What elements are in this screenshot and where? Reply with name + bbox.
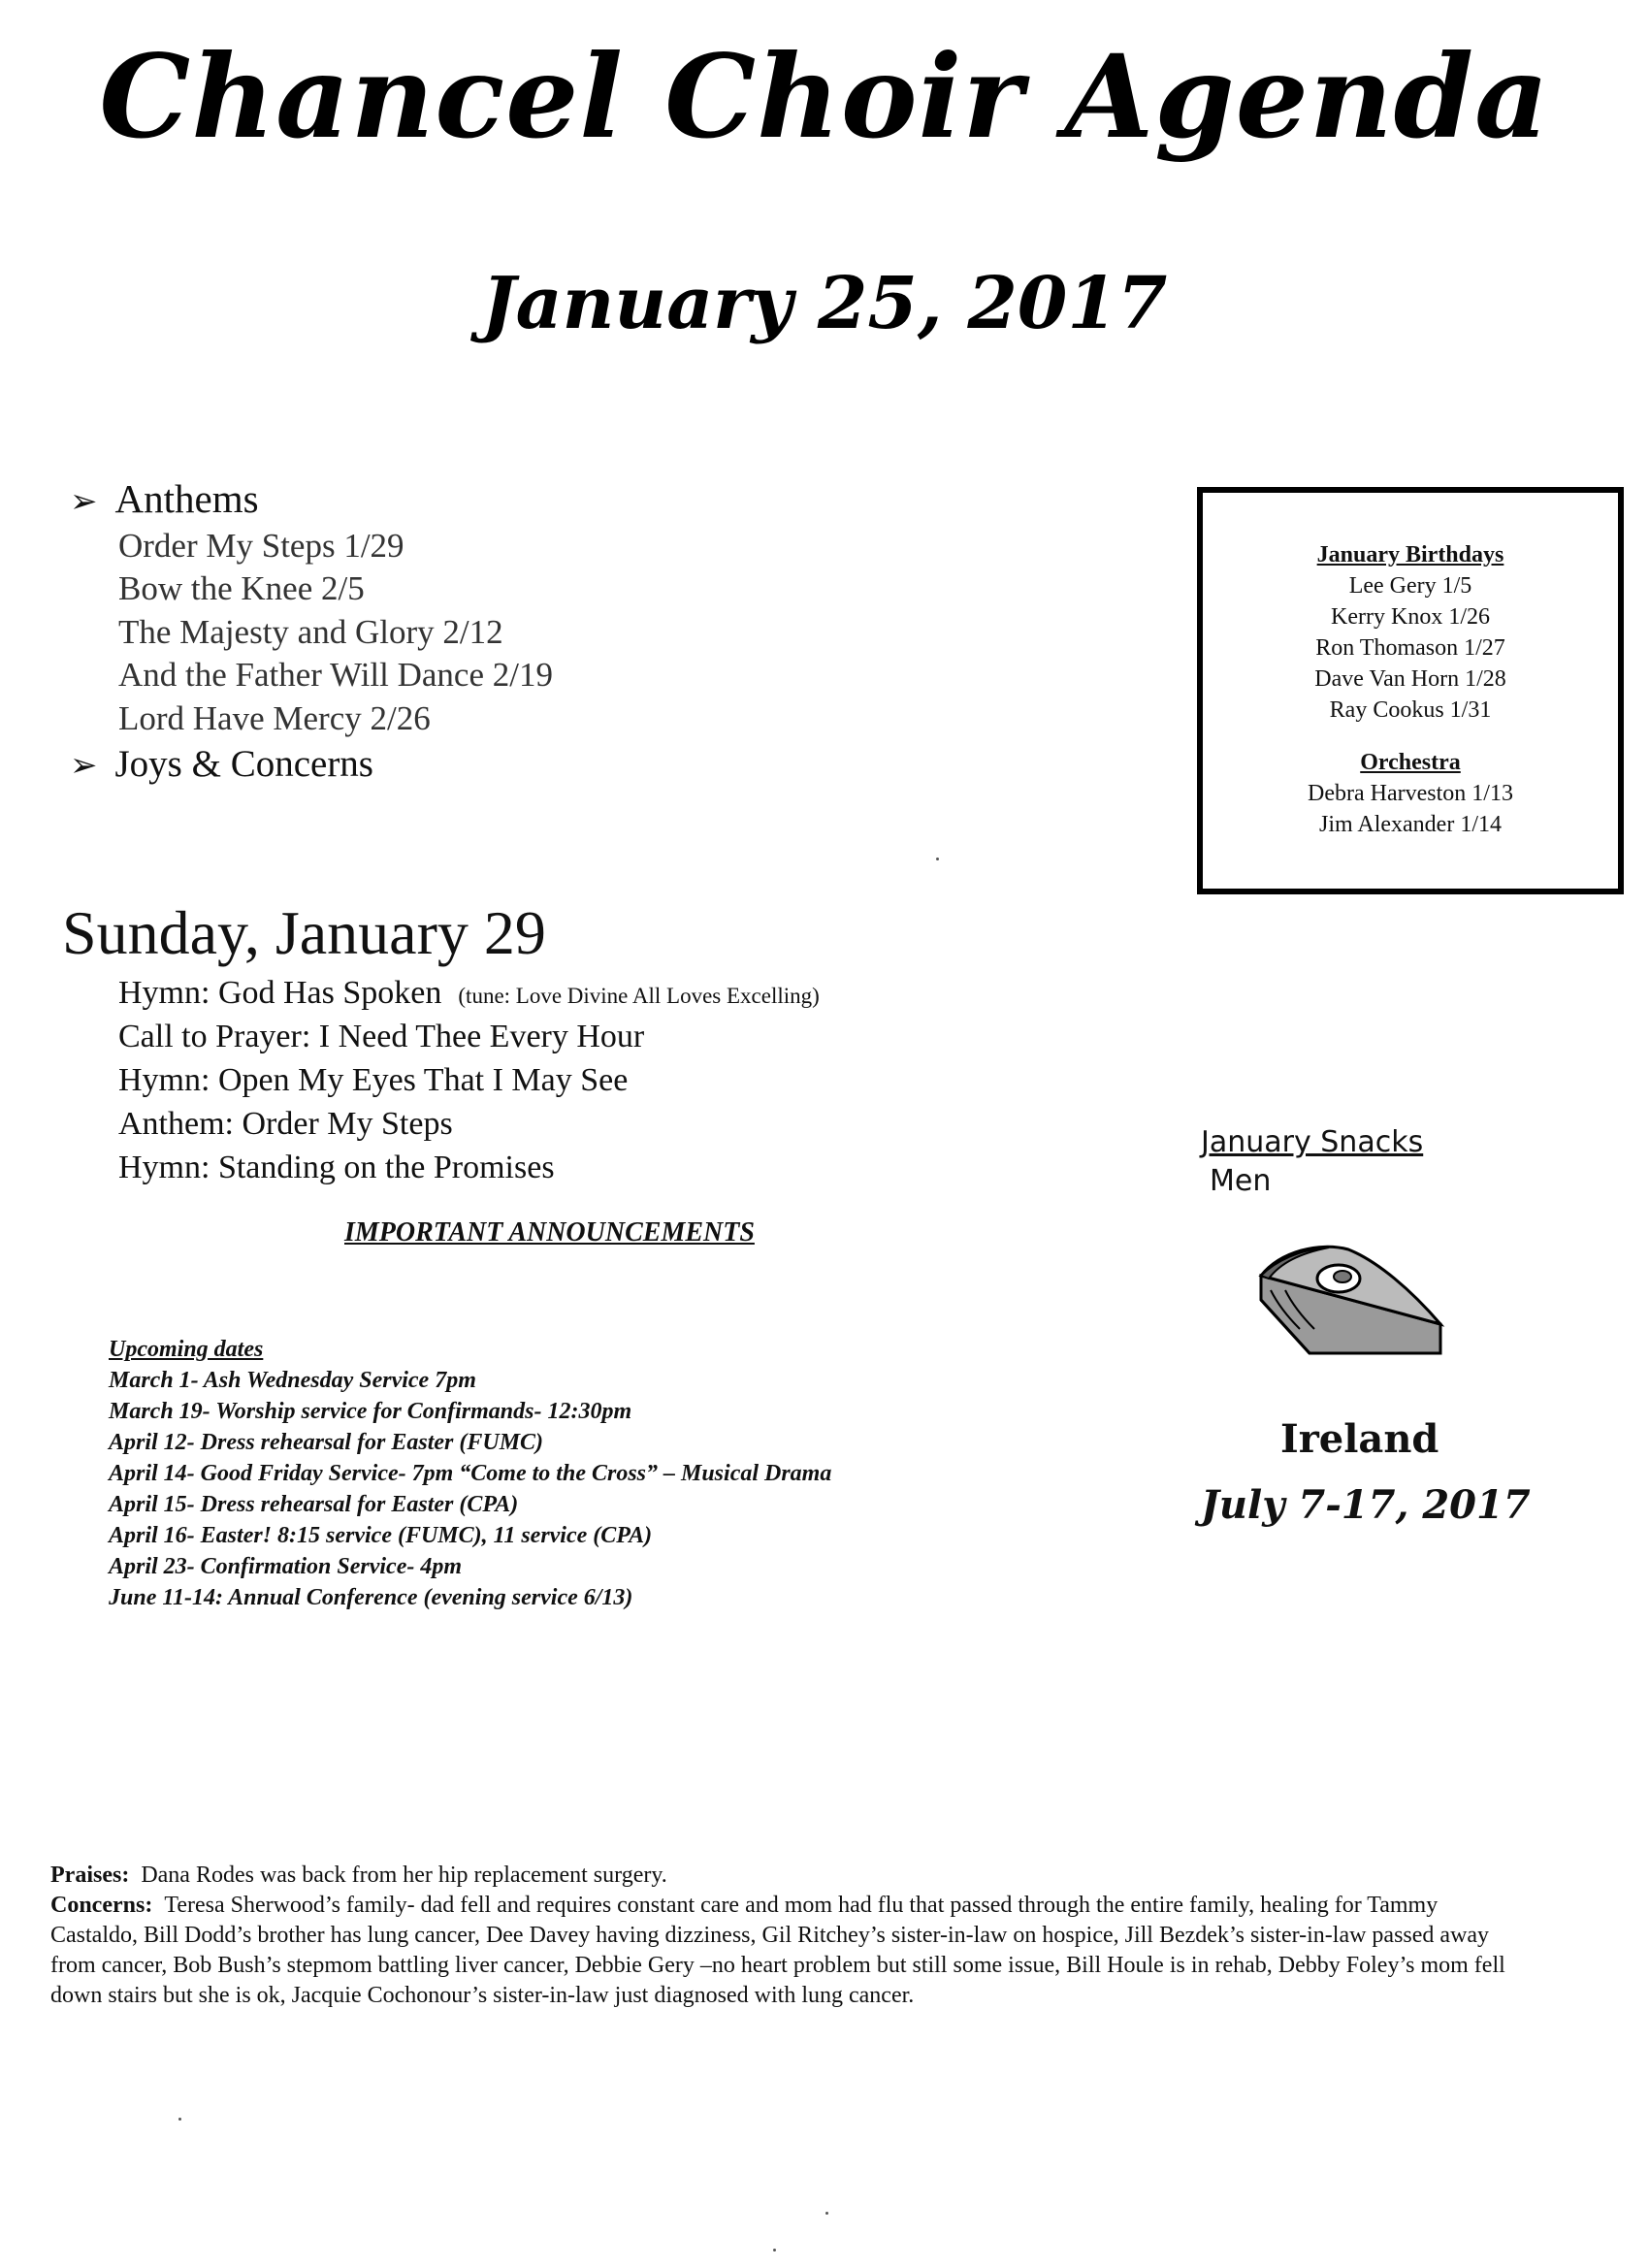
birthday-item: Kerry Knox 1/26 — [1331, 604, 1490, 630]
birthday-item: Dave Van Horn 1/28 — [1314, 666, 1506, 692]
orchestra-title: Orchestra — [1360, 750, 1461, 775]
hymn-1-text: Hymn: God Has Spoken — [118, 975, 442, 1011]
praises-concerns — [50, 1861, 1515, 2011]
trip-place: Ireland — [1280, 1416, 1439, 1462]
upcoming-date-item: March 1- Ash Wednesday Service 7pm — [109, 1368, 476, 1393]
upcoming-date-item: April 12- Dress rehearsal for Easter (FUMC) — [109, 1430, 544, 1455]
pie-slice-icon — [1242, 1232, 1455, 1377]
birthdays-title: January Birthdays — [1316, 542, 1504, 567]
arrow-bullet-icon: ➢ — [70, 748, 98, 784]
orchestra-item: Debra Harveston 1/13 — [1308, 781, 1513, 806]
service-hymn-3: Hymn: Standing on the Promises — [118, 1150, 555, 1185]
anthem-item: The Majesty and Glory 2/12 — [118, 613, 503, 651]
concerns-text: Teresa Sherwood’s family- dad fell and requires constant care and mom had flu that passed through the entire family, healing for Tammy Castaldo, Bill Dodd’s brother has lung cancer, Dee Davey having dizziness, Gil Ritchey’s sister-in-law on hospice, Jill Bezdek’s sister-in-law passed away from cancer, Bob Bush’s stepmom battling liver cancer, Debbie Gery –no heart problem but still some issue, Bill Houle is in rehab, Debby Foley’s mom fell down stairs but she is ok, Jacquie Cochonour’s sister-in-law just diagnosed with lung cancer. — [50, 1893, 1505, 2008]
praises-text: Dana Rodes was back from her hip replacement surgery. — [141, 1863, 667, 1888]
page-title: Chancel Choir Agenda — [99, 29, 1550, 164]
joys-heading — [70, 742, 373, 786]
anthem-item: And the Father Will Dance 2/19 — [118, 656, 553, 694]
scan-speck — [178, 2118, 181, 2121]
anthem-item: Bow the Knee 2/5 — [118, 569, 365, 607]
upcoming-date-item: June 11-14: Annual Conference (evening service 6/13) — [109, 1585, 633, 1610]
service-hymn-1 — [118, 975, 820, 1012]
birthday-item: Ray Cookus 1/31 — [1329, 697, 1492, 723]
announcements-title: IMPORTANT ANNOUNCEMENTS — [344, 1217, 755, 1247]
birthdays-box — [1197, 487, 1624, 894]
scan-speck — [773, 2249, 776, 2252]
anthem-item: Order My Steps 1/29 — [118, 527, 404, 565]
concerns-line — [50, 1891, 1515, 2011]
birthday-item: Lee Gery 1/5 — [1348, 573, 1472, 599]
anthems-label: Anthems — [114, 476, 259, 521]
upcoming-date-item: March 19- Worship service for Confirmands- 12:30pm — [109, 1399, 632, 1424]
service-anthem: Anthem: Order My Steps — [118, 1106, 453, 1142]
upcoming-date-item: April 16- Easter! 8:15 service (FUMC), 11 service (CPA) — [109, 1523, 653, 1548]
praises-line — [50, 1861, 1515, 1891]
arrow-bullet-icon: ➢ — [70, 484, 98, 520]
joys-label: Joys & Concerns — [114, 743, 373, 785]
anthem-item: Lord Have Mercy 2/26 — [118, 699, 431, 737]
agenda-date: January 25, 2017 — [481, 262, 1168, 345]
snacks-assignee: Men — [1210, 1164, 1272, 1198]
trip-dates: July 7-17, 2017 — [1201, 1482, 1531, 1528]
service-call-to-prayer: Call to Prayer: I Need Thee Every Hour — [118, 1019, 645, 1054]
upcoming-dates-label: Upcoming dates — [109, 1337, 264, 1362]
upcoming-date-item: April 15- Dress rehearsal for Easter (CPA) — [109, 1492, 519, 1517]
scan-speck — [825, 2212, 828, 2215]
upcoming-date-item: April 14- Good Friday Service- 7pm “Come to the Cross” – Musical Drama — [109, 1461, 832, 1486]
anthems-heading — [70, 475, 259, 522]
scan-speck — [936, 858, 939, 860]
hymn-1-tune: (tune: Love Divine All Loves Excelling) — [458, 984, 820, 1008]
upcoming-date-item: April 23- Confirmation Service- 4pm — [109, 1554, 463, 1579]
snacks-title: January Snacks — [1201, 1125, 1424, 1159]
sunday-title: Sunday, January 29 — [62, 898, 546, 967]
orchestra-item: Jim Alexander 1/14 — [1319, 812, 1502, 837]
praises-label: Praises: — [50, 1863, 130, 1888]
concerns-label: Concerns: — [50, 1893, 153, 1918]
birthday-item: Ron Thomason 1/27 — [1315, 635, 1505, 661]
service-hymn-2: Hymn: Open My Eyes That I May See — [118, 1062, 629, 1098]
